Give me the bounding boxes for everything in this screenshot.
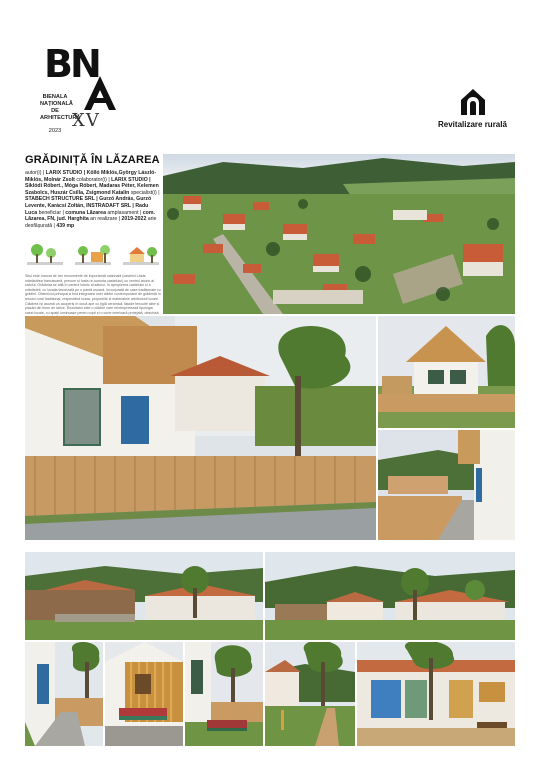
credit-label: an realizare xyxy=(90,216,118,223)
credit-value: LARIX STUDIO | Kölló Miklós,György László-Miklós, Molnár Zsolt xyxy=(25,170,157,183)
credit-value: comuna Lăzarea xyxy=(65,209,106,216)
project-description: Situl este marcat de trei monumente de importanță națională (castelul Lázár, mănăstirea franciscană, precum și fosta re-numota-castelului) cu centrul istoric al satului. Grădinița se află în centrul istoric al satului, în apropierea castelului și a mănăstirii, cu locația favorizată pe o pantă ușoară, înconjurată de case tradiționale cu grădini. Obiectivul principal a fost integrarea unei clădiri contemporane de grădiniță în țesutul rural tradițional, respectând scara, proporțiile și materialele arhitecturii locale. Clădirea își asumă un acoperiș în două ape cu țiglă ceramică, fațade tencuite albe și placări din lemn de larice. Rezultatul este o clădire care reinterpretează tipologia casei locale, cu spații luminoase pentru copii și o curte interioară protejată, deschisă xyxy=(25,274,161,315)
gable-house-photo xyxy=(378,316,515,428)
bna-logo: B N BIENALA NAȚIONALĂ DE ARHITECTURĂ XV 2023 xyxy=(40,44,130,144)
bna-logo-text: BIENALA NAȚIONALĂ DE ARHITECTURĂ xyxy=(40,94,81,121)
courtyard-path-photo xyxy=(25,642,103,746)
credit-label: autor(i) xyxy=(25,170,42,176)
credit-value: 439 mp xyxy=(56,222,75,229)
site-diagrams xyxy=(25,240,161,268)
bench-facade-photo xyxy=(105,642,183,746)
aerial-village-photo xyxy=(163,154,515,314)
project-credits: autor(i) | LARIX STUDIO | Kölló Miklós,György László-Miklós, Molnár Zsolt colaborator(i) | LARIX STUDIO | Siklódi Róbert., Móga Róbert, Madaras Péter, Kelemen Szabolcs, Huszár Csilla, Zsigmond Katalin specialist(i) | STABECH STRUCTURE SRL | Gurzó András, Gurzó Levente, Karácsi Zoltán, INSTRADAFT SRL | Radu Luca beneficiar | comuna Lăzarea amplasament | com. Lăzarea, FN, jud. Harghita an realizare | 2019-2022 arie desfășurată | 439 mp xyxy=(25,170,160,229)
side-path-photo xyxy=(378,430,515,540)
credit-label: specialist(i) xyxy=(130,189,157,196)
bna-year: 2023 xyxy=(48,128,62,134)
credit-value: com. Lăzarea, FN, jud. Harghita xyxy=(25,209,155,223)
exterior-overview-right-photo xyxy=(265,552,515,640)
credit-label: colaborator(i) xyxy=(76,176,107,183)
project-panel xyxy=(25,154,515,746)
tree-diagram-icon xyxy=(25,240,65,268)
credit-label: arie desfășurată xyxy=(25,216,157,229)
bench-yard-photo xyxy=(185,642,263,746)
exterior-overview-left-photo xyxy=(25,552,263,640)
bna-a-mark-icon xyxy=(80,72,120,112)
courtyard-colored-facade-photo xyxy=(357,642,515,746)
credit-value: STABECH STRUCTURE SRL | Gurzó András, Gurzó Levente, Karácsi Zoltán, INSTRADAFT SRL | Radu Luca xyxy=(25,196,152,216)
credit-value: 2019-2022 xyxy=(121,216,147,223)
credit-label: amplasament xyxy=(107,209,139,216)
garden-play-photo xyxy=(265,642,355,746)
project-info xyxy=(25,154,161,314)
facade-wooden-fence-photo xyxy=(25,316,376,540)
bna-edition: XV xyxy=(72,110,100,131)
tree-diagram-icon xyxy=(73,240,113,268)
rural-house-icon xyxy=(460,88,486,116)
category-label: Revitalizare rurală xyxy=(438,120,507,129)
credit-value: LARIX STUDIO | Siklódi Róbert., Móga Róbert, Madaras Péter, Kelemen Szabolcs, Huszár Csilla, Zsigmond Katalin xyxy=(25,176,159,196)
project-title: GRĂDINIȚĂ ÎN LĂZAREA xyxy=(25,154,160,166)
house-diagram-icon xyxy=(121,240,161,268)
credit-label: beneficiar xyxy=(38,209,62,216)
